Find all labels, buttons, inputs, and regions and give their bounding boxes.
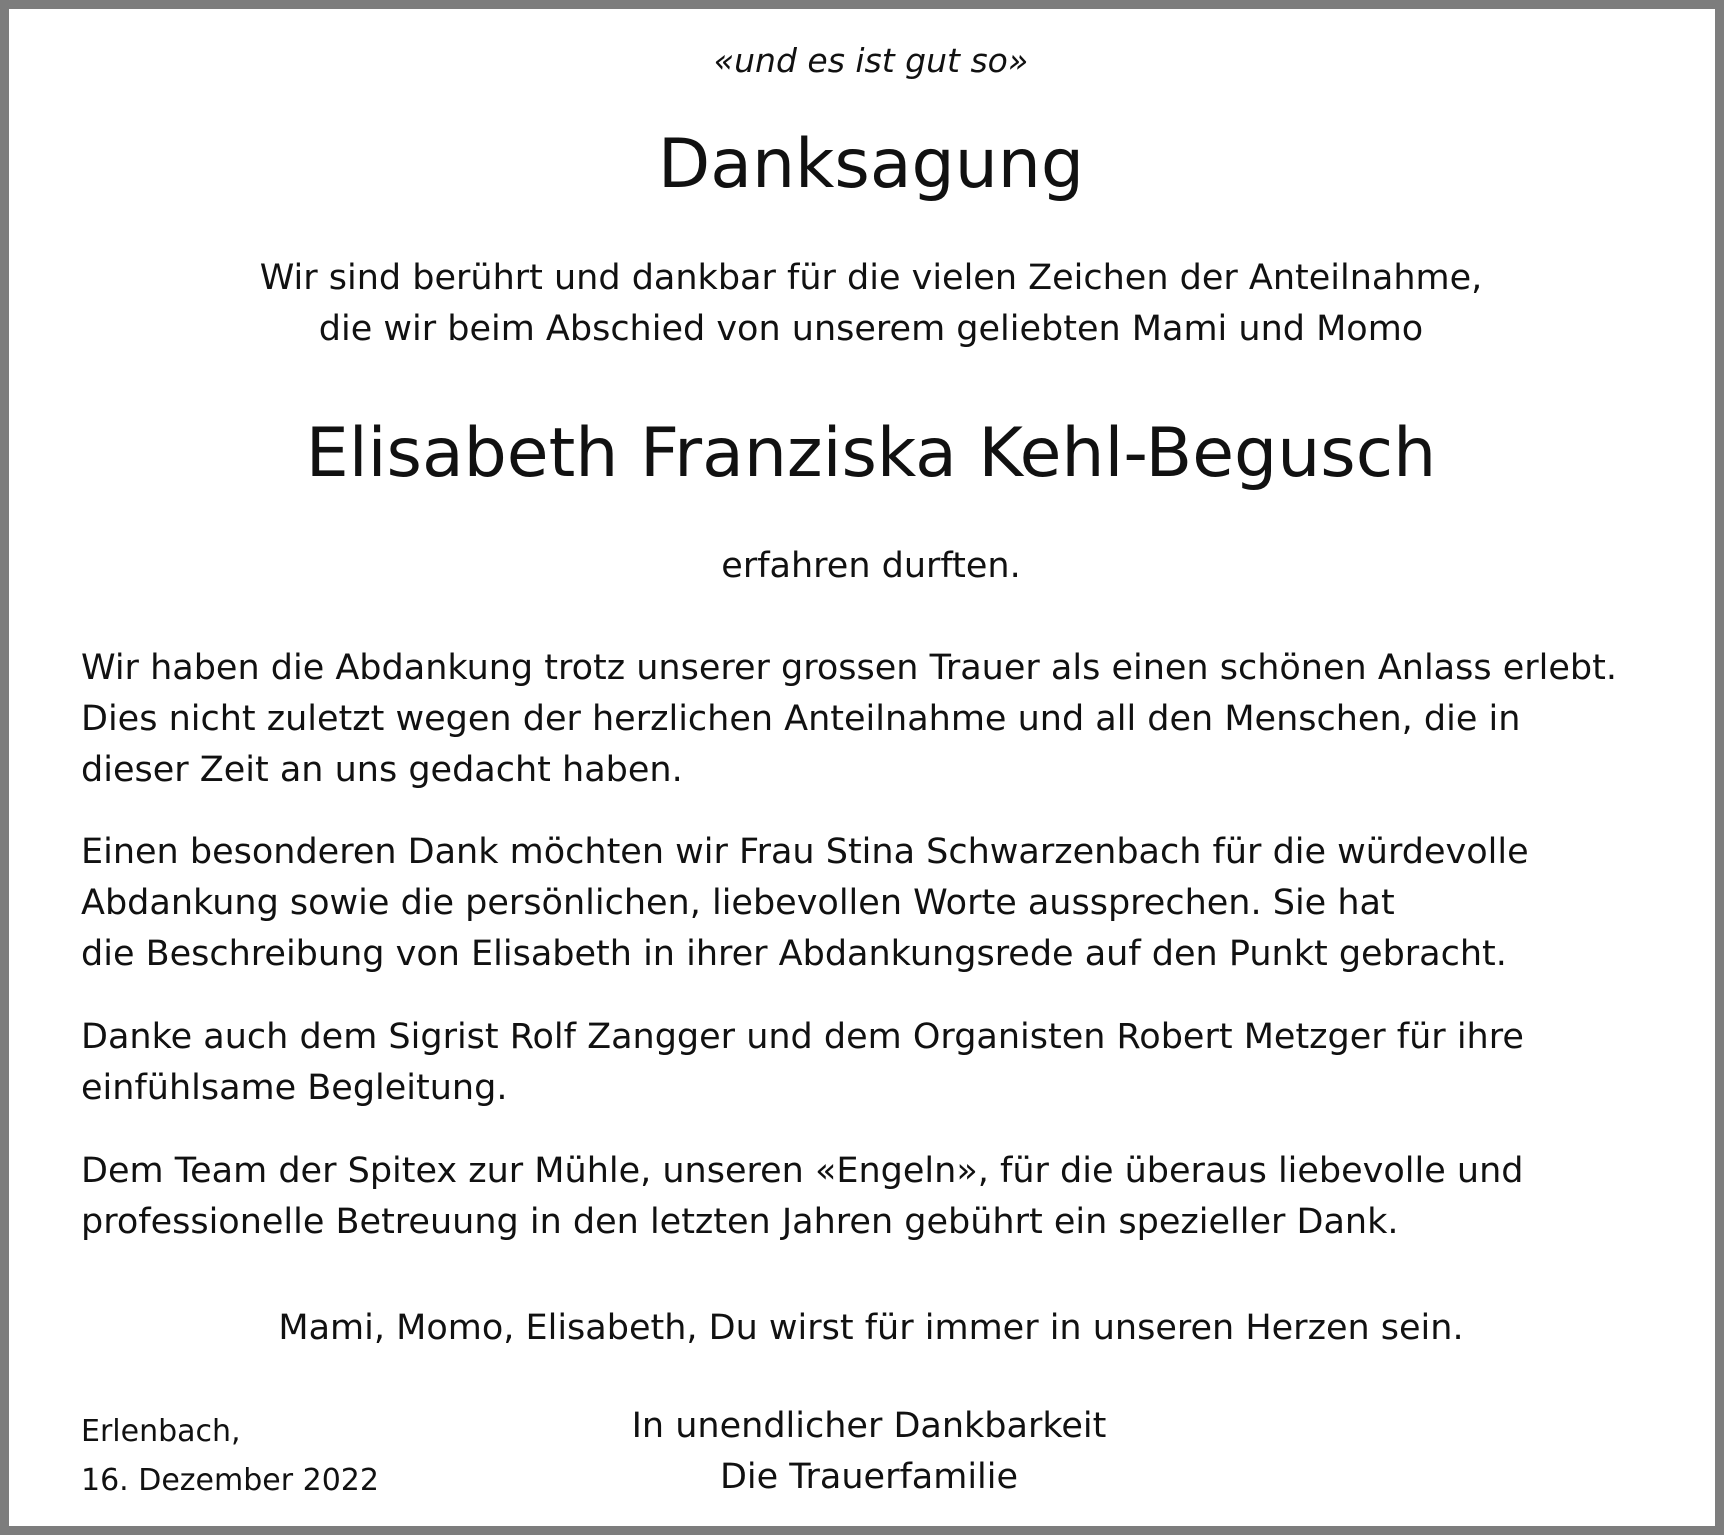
signature-line: Die Trauerfamilie [719, 1457, 1019, 1497]
paragraph-ceremony [81, 643, 1721, 796]
deceased-name: Elisabeth Franziska Kehl-Begusch [305, 414, 1437, 493]
place-and-date [81, 1407, 379, 1505]
paragraph-line: Abdankung sowie die persönlichen, liebevollen Worte aussprechen. Sie hat [81, 883, 1395, 923]
signature-line: In unendlicher Dankbarkeit [631, 1406, 1107, 1446]
paragraph-line: Einen besonderen Dank möchten wir Frau Stina Schwarzenbach für die würdevolle [81, 832, 1529, 872]
closing-line: Mami, Momo, Elisabeth, Du wirst für immer in unseren Herzen sein. [278, 1308, 1464, 1348]
intro-line: die wir beim Abschied von unserem geliebten Mami und Momo [318, 309, 1424, 349]
motto: «und es ist gut so» [713, 41, 1029, 80]
paragraph-line: professionelle Betreuung in den letzten Jahren gebührt ein spezieller Dank. [81, 1202, 1399, 1242]
paragraph-line: einfühlsame Begleitung. [81, 1068, 508, 1108]
intro-continuation: erfahren durften. [721, 546, 1021, 586]
signature [599, 1401, 1139, 1503]
paragraph-church-thanks [81, 1012, 1721, 1114]
date: 16. Dezember 2022 [81, 1463, 379, 1498]
paragraph-line: Dies nicht zuletzt wegen der herzlichen Anteilnahme und all den Menschen, die in [81, 699, 1521, 739]
notice-title: Danksagung [657, 125, 1085, 204]
paragraph-line: Wir haben die Abdankung trotz unserer grossen Trauer als einen schönen Anlass erlebt. [81, 648, 1617, 688]
intro-line: Wir sind berührt und dankbar für die vielen Zeichen der Anteilnahme, [259, 258, 1483, 298]
intro-text [18, 253, 1724, 355]
paragraph-speaker-thanks [81, 827, 1721, 980]
paragraph-line: dieser Zeit an uns gedacht haben. [81, 750, 683, 790]
paragraph-line: die Beschreibung von Elisabeth in ihrer Abdankungsrede auf den Punkt gebracht. [81, 934, 1507, 974]
paragraph-line: Dem Team der Spitex zur Mühle, unseren «Engeln», für die überaus liebevolle und [81, 1151, 1524, 1191]
paragraph-care-thanks [81, 1146, 1721, 1248]
place: Erlenbach, [81, 1414, 241, 1449]
paragraph-line: Danke auch dem Sigrist Rolf Zangger und dem Organisten Robert Metzger für ihre [81, 1017, 1524, 1057]
